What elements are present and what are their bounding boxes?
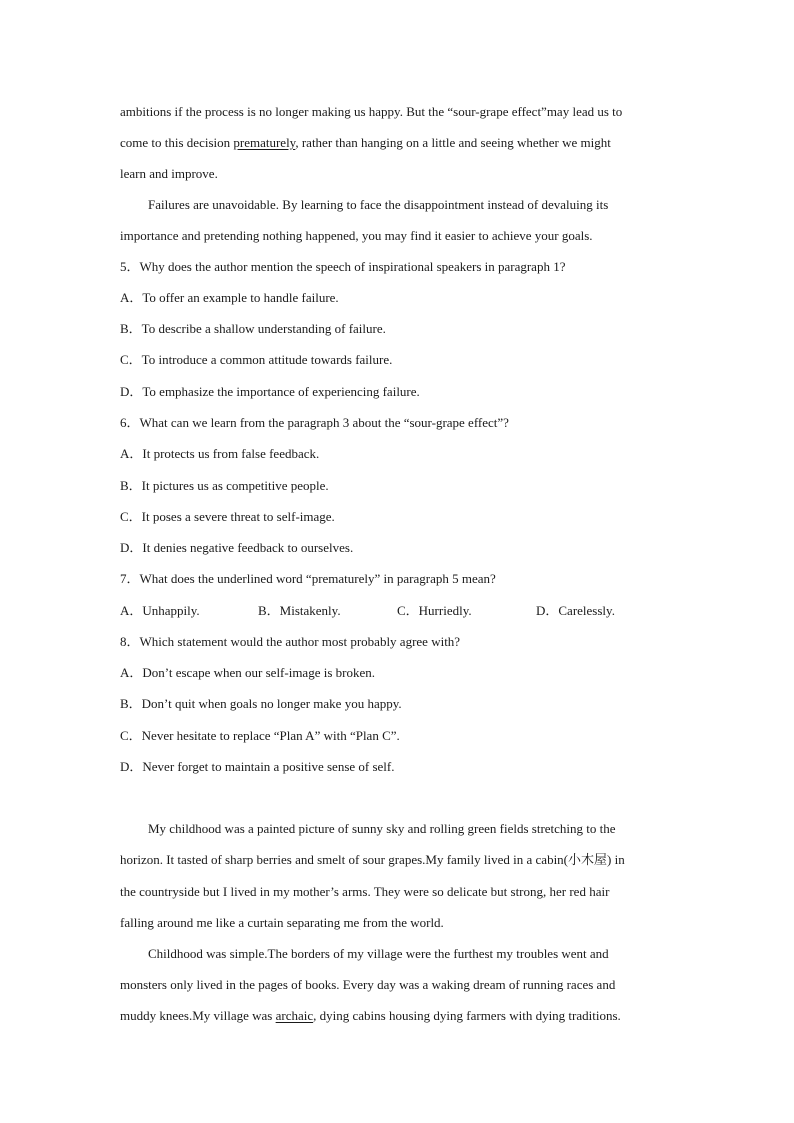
question-7-option-d: D．Carelessly. <box>536 603 615 618</box>
passage2-line: horizon. It tasted of sharp berries and smelt of sour grapes.My family lived in a cabin(小木屋) in <box>120 852 625 867</box>
question-7-stem: 7．What does the underlined word “prematurely” in paragraph 5 mean? <box>120 571 496 586</box>
passage2-line: the countryside but I lived in my mother’s arms. They were so delicate but strong, her red hair <box>120 884 610 899</box>
question-6-option-c: C．It poses a severe threat to self-image. <box>120 509 335 524</box>
question-5-option-c: C．To introduce a common attitude towards failure. <box>120 352 393 367</box>
passage2-line: falling around me like a curtain separating me from the world. <box>120 915 444 930</box>
question-5-stem: 5．Why does the author mention the speech of inspirational speakers in paragraph 1? <box>120 259 566 274</box>
passage2-line <box>120 1008 621 1024</box>
question-7-option-b: B．Mistakenly. <box>258 603 341 618</box>
question-8-option-d: D．Never forget to maintain a positive sense of self. <box>120 759 395 774</box>
question-6-option-b: B．It pictures us as competitive people. <box>120 478 329 493</box>
passage1-line: learn and improve. <box>120 166 218 181</box>
underlined-word-prematurely: prematurely <box>233 135 296 150</box>
text-run: come to this decision <box>120 135 234 150</box>
question-8-option-b: B．Don’t quit when goals no longer make you happy. <box>120 696 402 711</box>
question-8-stem: 8．Which statement would the author most probably agree with? <box>120 634 461 649</box>
passage1-line: importance and pretending nothing happened, you may find it easier to achieve your goals. <box>120 228 593 243</box>
passage1-line <box>120 135 611 151</box>
question-8-option-c: C．Never hesitate to replace “Plan A” with “Plan C”. <box>120 728 400 743</box>
text-run: , dying cabins housing dying farmers with dying traditions. <box>313 1008 621 1023</box>
text-run: , rather than hanging on a little and seeing whether we might <box>295 135 611 150</box>
question-6-option-d: D．It denies negative feedback to ourselves. <box>120 540 354 555</box>
question-6-stem: 6．What can we learn from the paragraph 3 about the “sour-grape effect”? <box>120 415 509 430</box>
text-run: muddy knees.My village was <box>120 1008 276 1023</box>
passage2-line: My childhood was a painted picture of sunny sky and rolling green fields stretching to the <box>148 821 616 836</box>
passage2-line: monsters only lived in the pages of books. Every day was a waking dream of running races and <box>120 977 616 992</box>
passage1-line: ambitions if the process is no longer making us happy. But the “sour-grape effect”may lead us to <box>120 104 623 119</box>
question-5-option-d: D．To emphasize the importance of experiencing failure. <box>120 384 420 399</box>
question-5-option-a: A．To offer an example to handle failure. <box>120 290 339 305</box>
passage1-line: Failures are unavoidable. By learning to face the disappointment instead of devaluing its <box>148 197 609 212</box>
question-8-option-a: A．Don’t escape when our self-image is broken. <box>120 665 375 680</box>
underlined-word-archaic: archaic <box>275 1008 314 1023</box>
question-5-option-b: B．To describe a shallow understanding of failure. <box>120 321 386 336</box>
passage2-line: Childhood was simple.The borders of my village were the furthest my troubles went and <box>148 946 609 961</box>
question-7-option-a: A．Unhappily. <box>120 603 200 618</box>
question-6-option-a: A．It protects us from false feedback. <box>120 446 320 461</box>
question-7-option-c: C．Hurriedly. <box>397 603 472 618</box>
